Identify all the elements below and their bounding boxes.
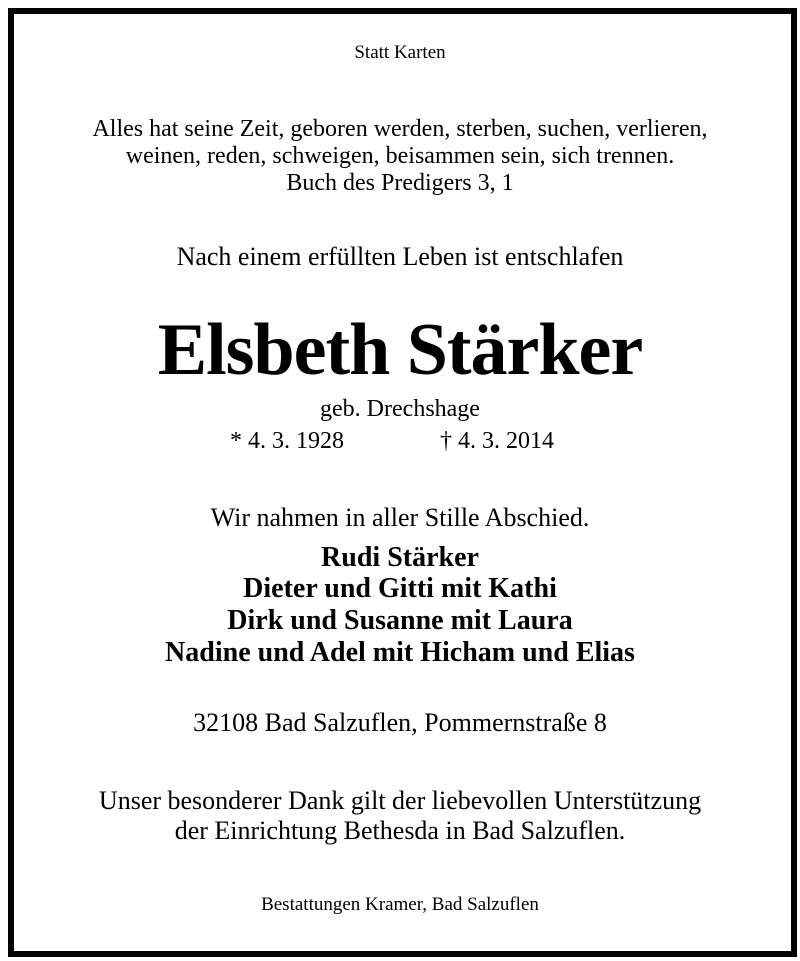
thanks-line-1: Unser besonderer Dank gilt der liebevollen Unterstützung — [98, 786, 702, 815]
header-title: Statt Karten — [354, 42, 446, 63]
family-member: Nadine und Adel mit Hicham und Elias — [165, 637, 635, 668]
address: 32108 Bad Salzuflen, Pommernstraße 8 — [193, 708, 607, 737]
funeral-home: Bestattungen Kramer, Bad Salzuflen — [261, 894, 539, 915]
intro-text: Nach einem erfüllten Leben ist entschlafen — [176, 242, 624, 271]
family-member: Dieter und Gitti mit Kathi — [243, 573, 557, 604]
deceased-name: Elsbeth Stärker — [157, 309, 643, 391]
family-member: Rudi Stärker — [321, 542, 479, 573]
birth-date: * 4. 3. 1928 — [230, 428, 344, 454]
death-date: † 4. 3. 2014 — [440, 428, 554, 454]
maiden-name: geb. Drechshage — [320, 396, 480, 422]
family-member: Dirk und Susanne mit Laura — [227, 605, 573, 636]
quote-line-2: weinen, reden, schweigen, beisammen sein, sich trennen. — [125, 143, 675, 169]
farewell-text: Wir nahmen in aller Stille Abschied. — [210, 503, 590, 532]
thanks-line-2: der Einrichtung Bethesda in Bad Salzuflen. — [174, 816, 626, 845]
quote-source: Buch des Predigers 3, 1 — [286, 170, 514, 196]
quote-line-1: Alles hat seine Zeit, geboren werden, sterben, suchen, verlieren, — [92, 116, 708, 142]
